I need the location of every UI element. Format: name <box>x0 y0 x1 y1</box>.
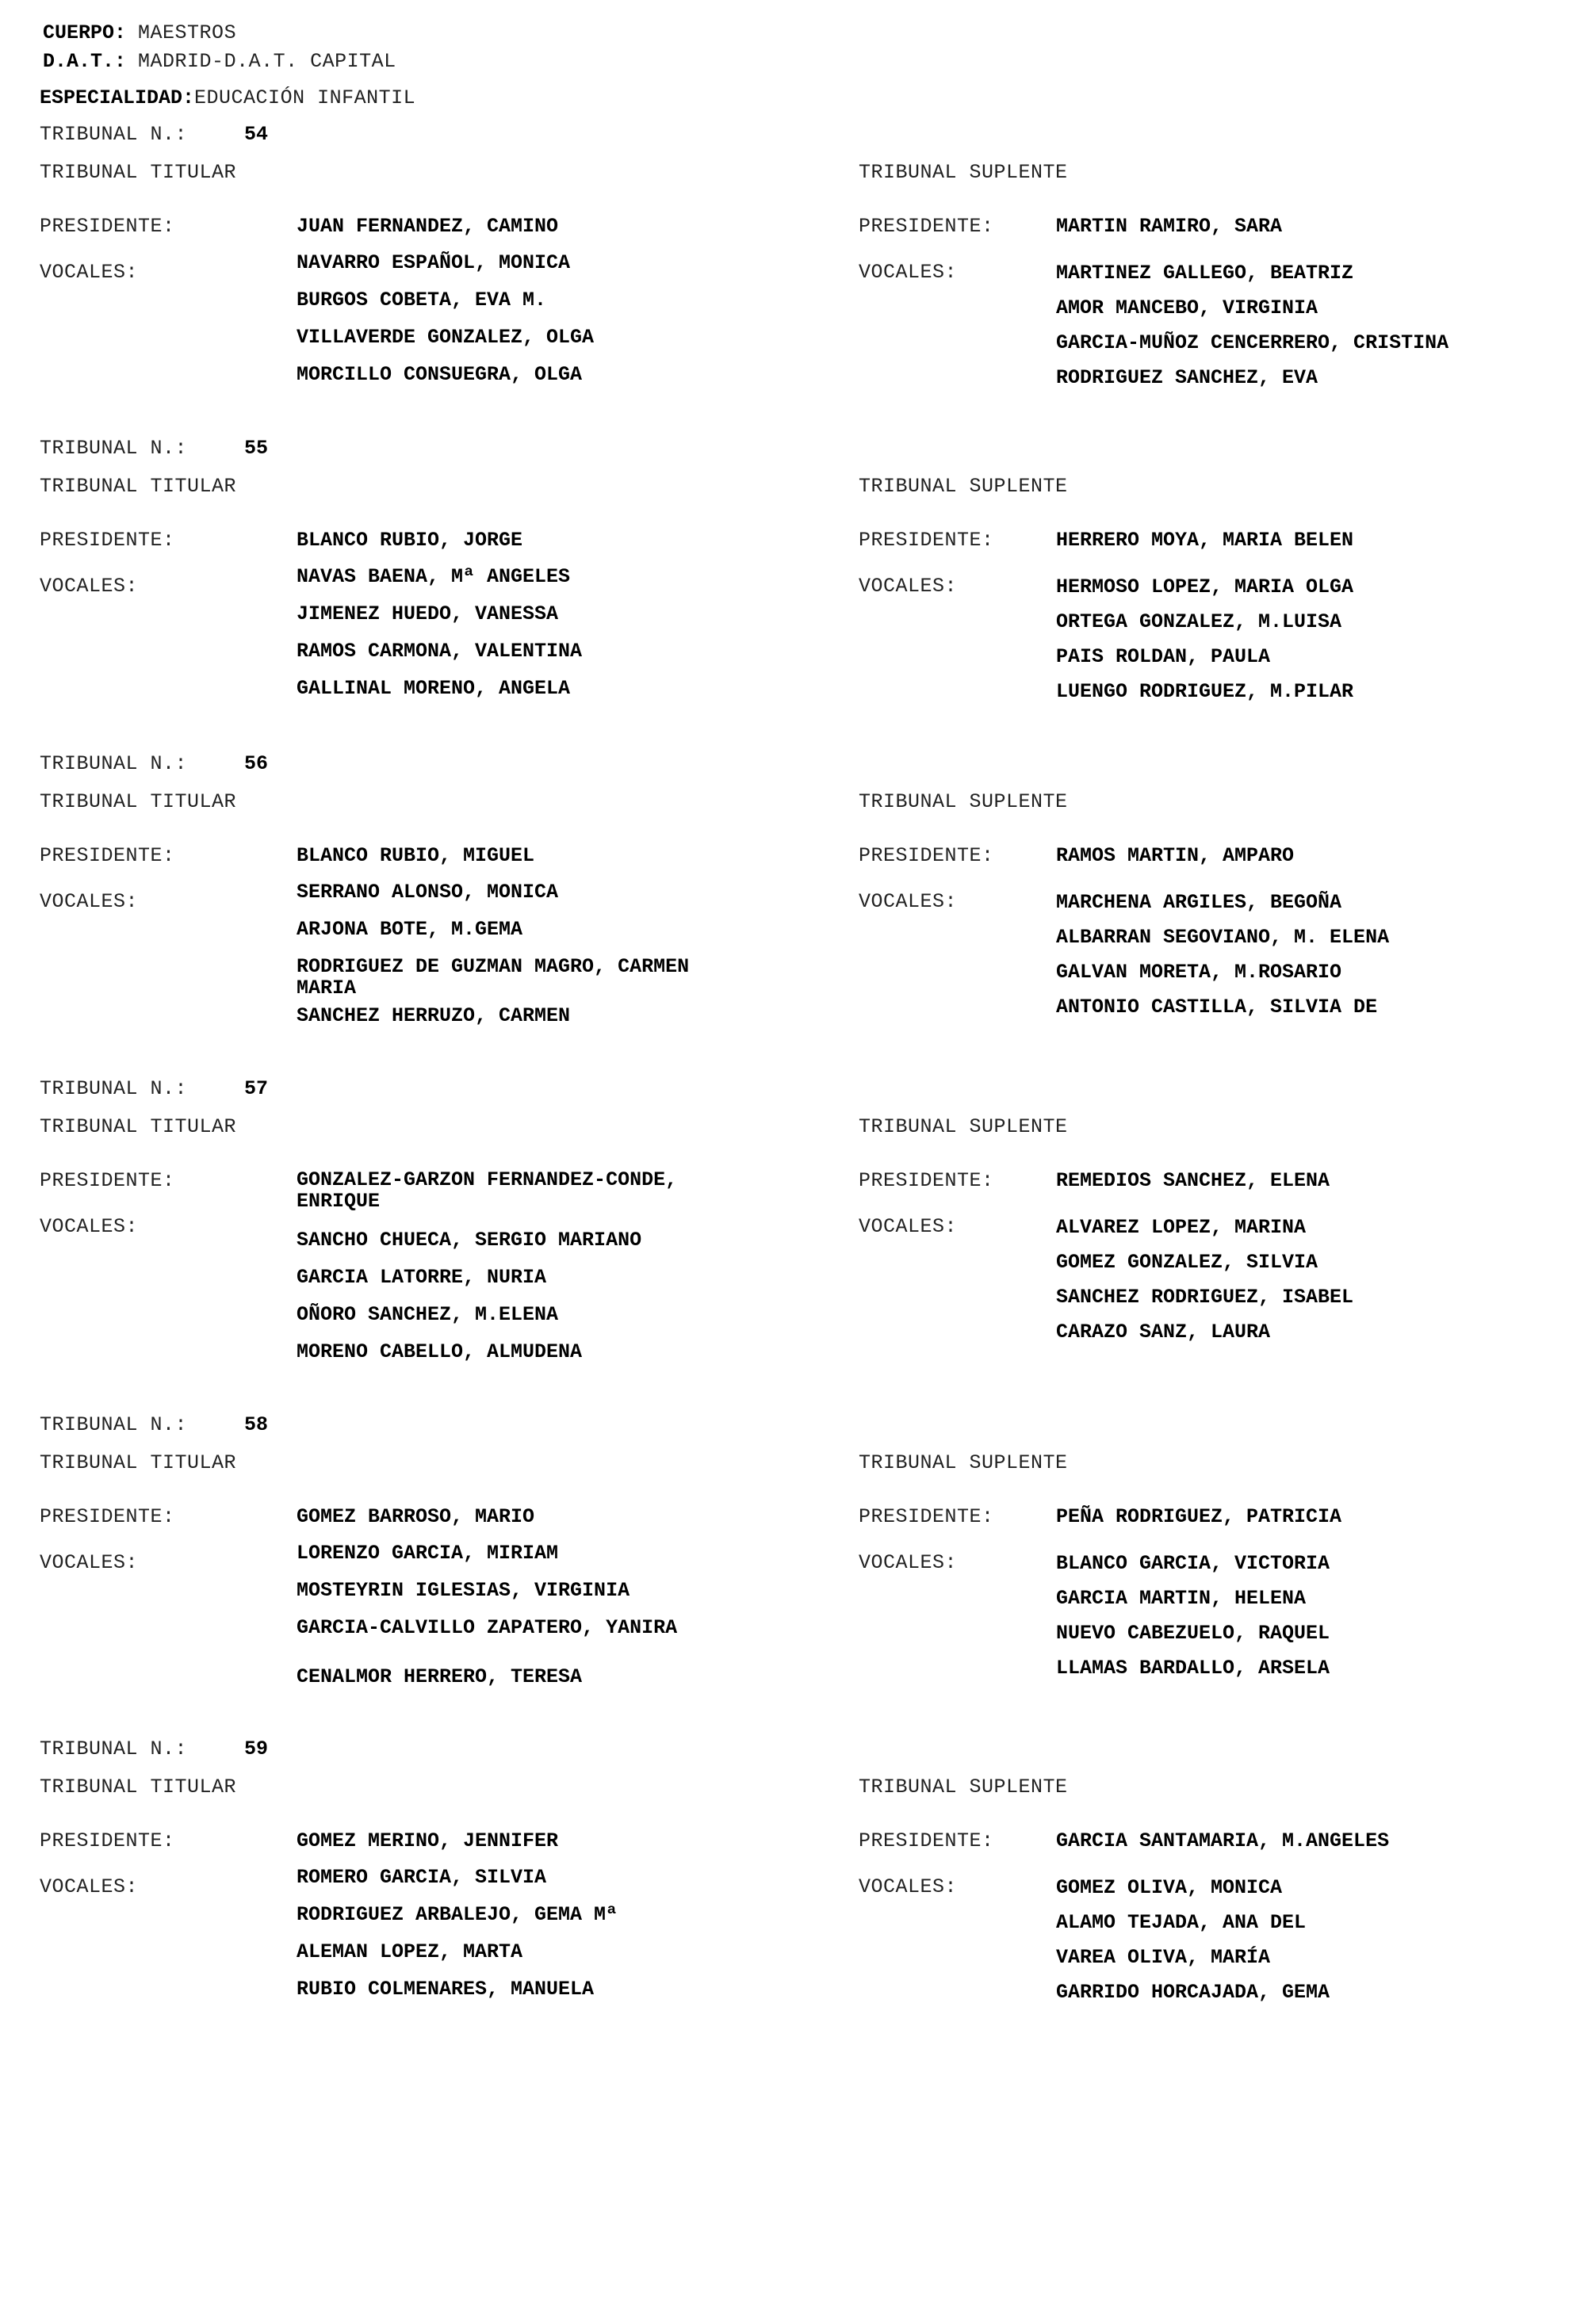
titular-vocal-name: CENALMOR HERRERO, TERESA <box>297 1665 583 1688</box>
suplente-presidente-label: PRESIDENTE: <box>859 1829 994 1852</box>
suplente-vocal-name: SANCHEZ RODRIGUEZ, ISABEL <box>1056 1286 1354 1309</box>
tribunal-number: 59 <box>244 1737 269 1760</box>
suplente-presidente-name: REMEDIOS SANCHEZ, ELENA <box>1056 1169 1330 1192</box>
especialidad-value: EDUCACIÓN INFANTIL <box>194 86 416 109</box>
suplente-vocales-label: VOCALES: <box>859 1875 958 1898</box>
titular-vocal-name: NAVARRO ESPAÑOL, MONICA <box>297 251 571 274</box>
tribunal-number: 58 <box>244 1413 269 1436</box>
tribunal-number-label: TRIBUNAL N.: <box>40 1737 188 1760</box>
titular-presidente-label: PRESIDENTE: <box>40 215 175 238</box>
titular-vocal-name: RAMOS CARMONA, VALENTINA <box>297 640 583 663</box>
suplente-vocal-name: GOMEZ OLIVA, MONICA <box>1056 1876 1283 1899</box>
titular-vocal-name: ROMERO GARCIA, SILVIA <box>297 1866 547 1889</box>
suplente-vocal-name: ALBARRAN SEGOVIANO, M. ELENA <box>1056 926 1390 949</box>
suplente-vocal-name: LUENGO RODRIGUEZ, M.PILAR <box>1056 680 1354 703</box>
titular-vocal-name: ARJONA BOTE, M.GEMA <box>297 918 523 941</box>
tribunal-suplente-heading: TRIBUNAL SUPLENTE <box>859 1451 1068 1474</box>
suplente-vocal-name: ALVAREZ LOPEZ, MARINA <box>1056 1216 1307 1239</box>
especialidad-label: ESPECIALIDAD: <box>40 86 195 109</box>
tribunal-suplente-heading: TRIBUNAL SUPLENTE <box>859 161 1068 184</box>
titular-vocal-name: ALEMAN LOPEZ, MARTA <box>297 1940 523 1963</box>
suplente-presidente-label: PRESIDENTE: <box>859 529 994 552</box>
titular-vocales-label: VOCALES: <box>40 1551 139 1574</box>
titular-vocal-name: BURGOS COBETA, EVA M. <box>297 289 547 312</box>
titular-vocal-name: SANCHEZ HERRUZO, CARMEN <box>297 1004 571 1027</box>
titular-vocales-label: VOCALES: <box>40 1875 139 1898</box>
tribunal-titular-heading: TRIBUNAL TITULAR <box>40 1775 237 1798</box>
tribunal-number-label: TRIBUNAL N.: <box>40 1077 188 1100</box>
titular-vocales-label: VOCALES: <box>40 261 139 284</box>
cuerpo-line <box>43 22 236 44</box>
cuerpo-label: CUERPO: <box>43 21 127 44</box>
titular-presidente-label: PRESIDENTE: <box>40 1505 175 1528</box>
suplente-vocal-name: LLAMAS BARDALLO, ARSELA <box>1056 1657 1330 1680</box>
suplente-vocal-name: HERMOSO LOPEZ, MARIA OLGA <box>1056 575 1354 598</box>
dat-value: MADRID-D.A.T. CAPITAL <box>138 50 396 73</box>
tribunal-titular-heading: TRIBUNAL TITULAR <box>40 475 237 498</box>
suplente-vocal-name: CARAZO SANZ, LAURA <box>1056 1321 1271 1344</box>
suplente-vocales-label: VOCALES: <box>859 261 958 284</box>
titular-vocal-name: VILLAVERDE GONZALEZ, OLGA <box>297 326 595 349</box>
tribunal-number: 55 <box>244 437 269 460</box>
titular-vocal-name: GARCIA-CALVILLO ZAPATERO, YANIRA <box>297 1616 678 1639</box>
titular-vocal-name: GARCIA LATORRE, NURIA <box>297 1266 547 1289</box>
tribunal-number: 56 <box>244 752 269 775</box>
titular-presidente-name: GOMEZ BARROSO, MARIO <box>297 1505 535 1528</box>
suplente-vocales-label: VOCALES: <box>859 890 958 913</box>
suplente-vocal-name: ALAMO TEJADA, ANA DEL <box>1056 1911 1307 1934</box>
titular-vocal-name: JIMENEZ HUEDO, VANESSA <box>297 602 559 625</box>
titular-vocal-name: MOSTEYRIN IGLESIAS, VIRGINIA <box>297 1579 630 1602</box>
tribunal-number-label: TRIBUNAL N.: <box>40 437 188 460</box>
titular-presidente-name: JUAN FERNANDEZ, CAMINO <box>297 215 559 238</box>
titular-presidente-name: BLANCO RUBIO, JORGE <box>297 529 523 552</box>
suplente-presidente-label: PRESIDENTE: <box>859 1169 994 1192</box>
suplente-presidente-name: HERRERO MOYA, MARIA BELEN <box>1056 529 1354 552</box>
suplente-vocal-name: GARCIA-MUÑOZ CENCERRERO, CRISTINA <box>1056 331 1449 354</box>
titular-presidente-name: GOMEZ MERINO, JENNIFER <box>297 1829 559 1852</box>
titular-vocales-label: VOCALES: <box>40 1215 139 1238</box>
suplente-presidente-label: PRESIDENTE: <box>859 1505 994 1528</box>
titular-vocal-name: RUBIO COLMENARES, MANUELA <box>297 1978 595 2001</box>
tribunal-titular-heading: TRIBUNAL TITULAR <box>40 790 237 813</box>
titular-presidente-label: PRESIDENTE: <box>40 1169 175 1192</box>
tribunal-number-label: TRIBUNAL N.: <box>40 1413 188 1436</box>
suplente-vocal-name: GARRIDO HORCAJADA, GEMA <box>1056 1981 1330 2004</box>
suplente-presidente-label: PRESIDENTE: <box>859 844 994 867</box>
cuerpo-value: MAESTROS <box>138 21 237 44</box>
titular-vocales-label: VOCALES: <box>40 890 139 913</box>
titular-vocal-name: SANCHO CHUECA, SERGIO MARIANO <box>297 1229 642 1252</box>
tribunal-number: 57 <box>244 1077 269 1100</box>
titular-vocal-name: MORENO CABELLO, ALMUDENA <box>297 1340 583 1363</box>
suplente-vocal-name: ANTONIO CASTILLA, SILVIA DE <box>1056 996 1378 1019</box>
suplente-vocal-name: GALVAN MORETA, M.ROSARIO <box>1056 961 1342 984</box>
suplente-vocal-name: GARCIA MARTIN, HELENA <box>1056 1587 1307 1610</box>
titular-presidente-name: GONZALEZ-GARZON FERNANDEZ-CONDE, ENRIQUE <box>297 1168 678 1213</box>
tribunal-suplente-heading: TRIBUNAL SUPLENTE <box>859 1115 1068 1138</box>
titular-vocales-label: VOCALES: <box>40 575 139 598</box>
suplente-vocal-name: NUEVO CABEZUELO, RAQUEL <box>1056 1622 1330 1645</box>
tribunal-suplente-heading: TRIBUNAL SUPLENTE <box>859 475 1068 498</box>
dat-label: D.A.T.: <box>43 50 127 73</box>
titular-vocal-name: LORENZO GARCIA, MIRIAM <box>297 1542 559 1565</box>
tribunal-suplente-heading: TRIBUNAL SUPLENTE <box>859 1775 1068 1798</box>
suplente-vocal-name: VAREA OLIVA, MARÍA <box>1056 1946 1271 1969</box>
suplente-vocal-name: ORTEGA GONZALEZ, M.LUISA <box>1056 610 1342 633</box>
suplente-presidente-name: RAMOS MARTIN, AMPARO <box>1056 844 1295 867</box>
tribunal-number-label: TRIBUNAL N.: <box>40 752 188 775</box>
titular-presidente-name: BLANCO RUBIO, MIGUEL <box>297 844 535 867</box>
suplente-vocal-name: AMOR MANCEBO, VIRGINIA <box>1056 296 1318 319</box>
suplente-vocales-label: VOCALES: <box>859 1551 958 1574</box>
titular-vocal-name: RODRIGUEZ ARBALEJO, GEMA Mª <box>297 1903 618 1926</box>
especialidad-line <box>40 87 415 109</box>
suplente-vocal-name: PAIS ROLDAN, PAULA <box>1056 645 1271 668</box>
suplente-vocal-name: GOMEZ GONZALEZ, SILVIA <box>1056 1251 1318 1274</box>
titular-presidente-label: PRESIDENTE: <box>40 529 175 552</box>
titular-presidente-label: PRESIDENTE: <box>40 1829 175 1852</box>
dat-line <box>43 51 396 73</box>
titular-vocal-name: RODRIGUEZ DE GUZMAN MAGRO, CARMEN MARIA <box>297 955 690 1000</box>
suplente-presidente-name: GARCIA SANTAMARIA, M.ANGELES <box>1056 1829 1390 1852</box>
titular-vocal-name: NAVAS BAENA, Mª ANGELES <box>297 565 571 588</box>
suplente-vocal-name: MARTINEZ GALLEGO, BEATRIZ <box>1056 262 1354 285</box>
suplente-vocal-name: RODRIGUEZ SANCHEZ, EVA <box>1056 366 1318 389</box>
suplente-presidente-name: PEÑA RODRIGUEZ, PATRICIA <box>1056 1505 1342 1528</box>
tribunal-number: 54 <box>244 123 269 146</box>
tribunal-suplente-heading: TRIBUNAL SUPLENTE <box>859 790 1068 813</box>
tribunal-titular-heading: TRIBUNAL TITULAR <box>40 1451 237 1474</box>
titular-vocal-name: OÑORO SANCHEZ, M.ELENA <box>297 1303 559 1326</box>
titular-vocal-name: SERRANO ALONSO, MONICA <box>297 881 559 904</box>
suplente-vocal-name: MARCHENA ARGILES, BEGOÑA <box>1056 891 1342 914</box>
suplente-vocales-label: VOCALES: <box>859 575 958 598</box>
suplente-presidente-name: MARTIN RAMIRO, SARA <box>1056 215 1283 238</box>
titular-vocal-name: MORCILLO CONSUEGRA, OLGA <box>297 363 583 386</box>
suplente-vocal-name: BLANCO GARCIA, VICTORIA <box>1056 1552 1330 1575</box>
suplente-vocales-label: VOCALES: <box>859 1215 958 1238</box>
tribunal-number-label: TRIBUNAL N.: <box>40 123 188 146</box>
tribunal-titular-heading: TRIBUNAL TITULAR <box>40 1115 237 1138</box>
titular-vocal-name: GALLINAL MORENO, ANGELA <box>297 677 571 700</box>
titular-presidente-label: PRESIDENTE: <box>40 844 175 867</box>
tribunal-titular-heading: TRIBUNAL TITULAR <box>40 161 237 184</box>
suplente-presidente-label: PRESIDENTE: <box>859 215 994 238</box>
